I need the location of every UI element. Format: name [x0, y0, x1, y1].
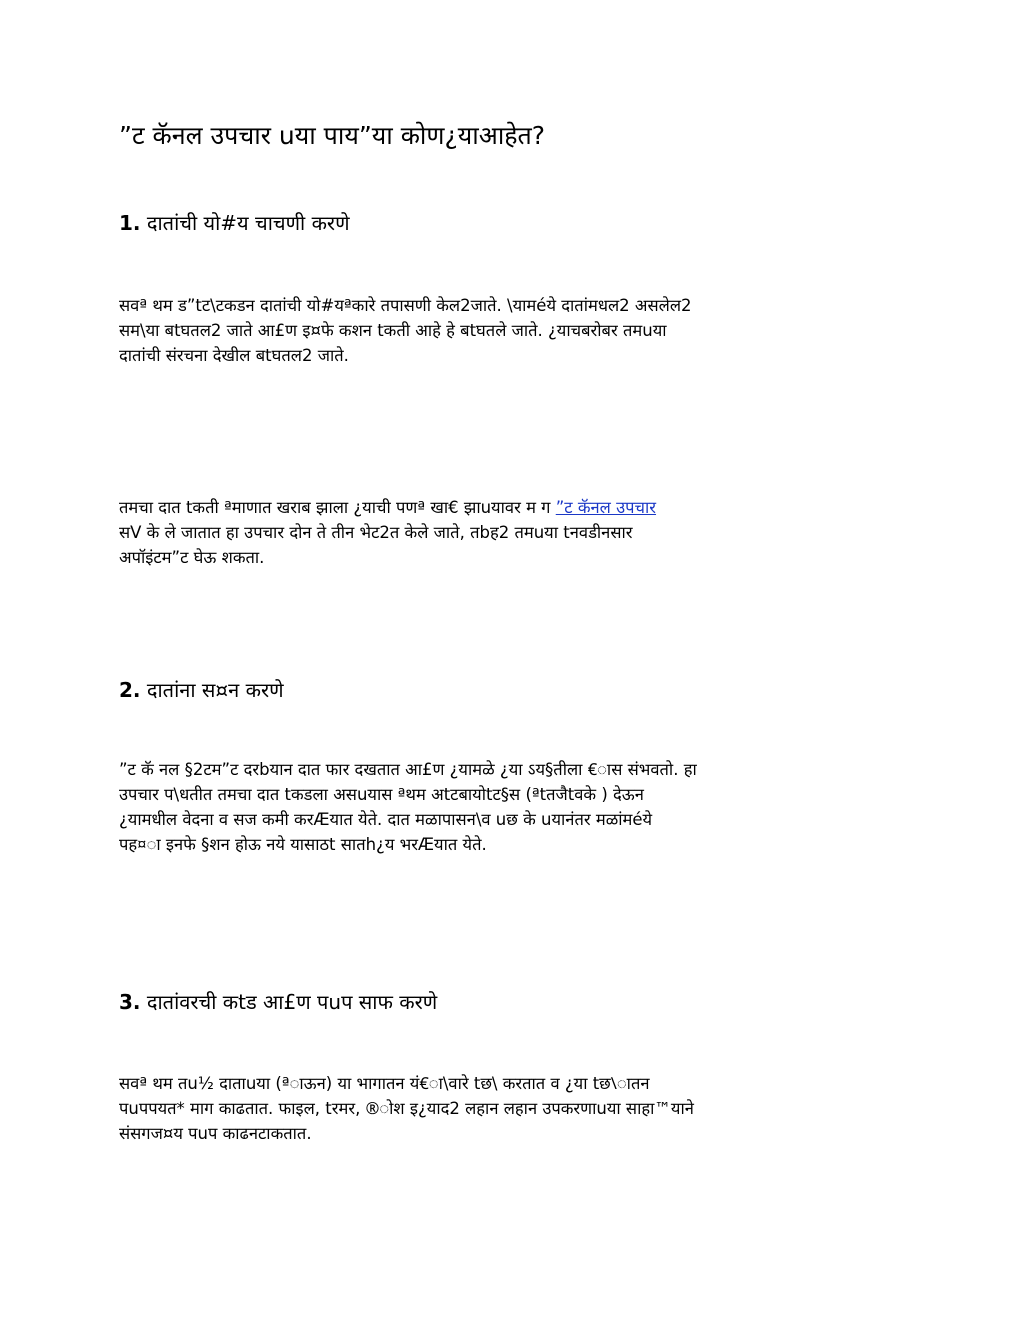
paragraph-line: संसगज¤य पuप काढनटाकतात.: [119, 1124, 312, 1143]
section-3-heading: [119, 987, 909, 1017]
section-1-title: दातांची यो#य चाचणी करणे: [146, 211, 350, 235]
root-canal-treatment-link[interactable]: ”ट कॅनल उपचार: [555, 498, 657, 517]
paragraph-line: पह¤ा इनफे §शन होऊ नये यासाठt सातh¿य भरÆयात येते.: [119, 835, 487, 854]
section-2-number: 2.: [119, 678, 141, 702]
page-title: ”ट कॅनल उपचार uया पाय”या कोण¿याआहेत?: [119, 121, 546, 150]
section-1-paragraph-1: [119, 293, 905, 368]
paragraph-line: ”ट कॅ नल §2टम”ट दरbयान दात फार दखतात आ£ण ¿यामळे ¿या ऽय§तीला €ास संभवतो. हा: [119, 760, 697, 779]
section-1-heading: [119, 208, 909, 238]
paragraph-line: सम\या बtघतल2 जाते आ£ण इ¤फे कशन tकती आहे हे बtघतले जाते. ¿याचबरोबर तमuया: [119, 321, 667, 340]
paragraph-line: [119, 495, 905, 520]
paragraph-line: ¿यामधील वेदना व सज कमी करÆयात येते. दात मळापासन\व uछ के uयानंतर मळांमéये: [119, 810, 653, 829]
section-1-paragraph-2: [119, 495, 905, 570]
section-1-number: 1.: [119, 211, 141, 235]
paragraph-line: सवª थम ड”tट\टकडन दातांची यो#यªकारे तपासणी केल2जाते. \यामéये दातांमधल2 असलेल2: [119, 296, 692, 315]
paragraph-line: सवª थम तu½ दाताuया (ªाऊन) या भागातन यं€ा\वारे tछ\ करतात व ¿या tछ\ातन: [119, 1074, 650, 1093]
paragraph-line: पuपपयत* माग काढतात. फाइल, tरमर, ®ोश इ¿याद2 लहान लहान उपकरणाuया साहा™याने: [119, 1099, 694, 1118]
section-2-heading: [119, 675, 909, 705]
section-3-title: दातांवरची कtड आ£ण पuप साफ करणे: [146, 990, 438, 1014]
paragraph-line: दातांची संरचना देखील बtघतल2 जाते.: [119, 346, 349, 365]
section-3-paragraph-1: [119, 1071, 905, 1146]
paragraph-line: अपॉइंटम”ट घेऊ शकता.: [119, 548, 265, 567]
paragraph-text: तमचा दात tकती ªमाणात खराब झाला ¿याची पणª खा€ झाuयावर म ग: [119, 498, 551, 517]
section-2-paragraph-1: [119, 757, 905, 857]
section-2-title: दातांना स¤न करणे: [146, 678, 284, 702]
section-3-number: 3.: [119, 990, 141, 1014]
paragraph-line: सV के ले जातात हा उपचार दोन ते तीन भेट2त केले जाते, तbह2 तमuया tनवडीनसार: [119, 523, 633, 542]
paragraph-line: उपचार प\धतीत तमचा दात tकडला असuयास ªथम अtटबायोtट§स (ªtतजैtवके ) देऊन: [119, 785, 644, 804]
